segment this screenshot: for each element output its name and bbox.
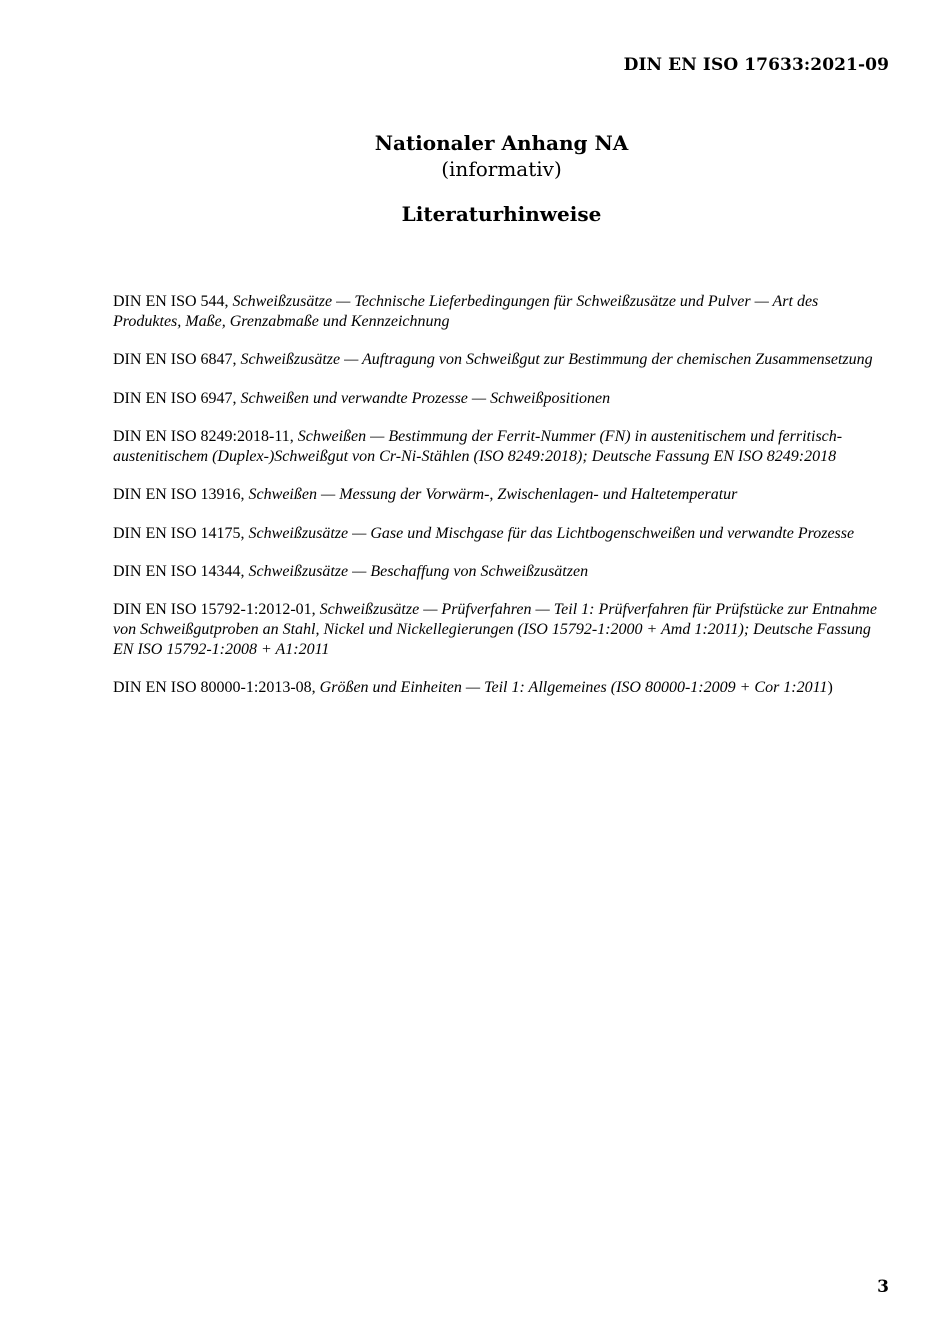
reference-list [113, 292, 878, 717]
annex-type: (informativ) [441, 157, 562, 181]
reference-number: DIN EN ISO 544, [113, 293, 233, 310]
reference-number: DIN EN ISO 14175, [113, 524, 249, 542]
document-id: DIN EN ISO 17633:2021-09 [623, 55, 889, 75]
reference-title: Schweißen — Bestimmung der Ferrit-Nummer (FN) in austenitischem und ferritisch-austenitischem (Duplex-)Schweißgut von Cr-Ni-Stählen (ISO 8249:2018); Deutsche Fassung EN ISO 8249:2018 [113, 427, 843, 465]
reference-item [113, 389, 878, 409]
reference-number: DIN EN ISO 13916, [113, 486, 249, 504]
reference-item [113, 292, 878, 332]
reference-title: Schweißzusätze — Auftragung von Schweißgut zur Bestimmung der chemischen Zusammensetzung [240, 351, 873, 369]
reference-item [113, 350, 878, 370]
reference-title: Schweißzusätze — Prüfverfahren — Teil 1: Prüfverfahren für Prüfstücke zur Entnahme von Schweißgutproben an Stahl, Nickel und Nickellegierungen (ISO 15792-1:2000 + Amd 1:2011); Deutsche Fassung EN ISO 15792-1:2008 + A1:2011 [113, 601, 877, 658]
reference-title: Schweißzusätze — Beschaffung von Schweißzusätzen [248, 562, 589, 580]
reference-item [113, 485, 878, 505]
reference-number: DIN EN ISO 6947, [113, 389, 241, 407]
section-title: Literaturhinweise [401, 202, 602, 226]
reference-item [113, 562, 878, 582]
reference-number: DIN EN ISO 8249:2018-11, [113, 427, 298, 445]
reference-title: Schweißzusätze — Gase und Mischgase für das Lichtbogenschweißen und verwandte Prozesse [248, 524, 855, 542]
reference-suffix: ) [827, 679, 833, 697]
reference-item [113, 524, 878, 544]
reference-title: Größen und Einheiten — Teil 1: Allgemeines (ISO 80000-1:2009 + Cor 1:2011 [319, 679, 828, 697]
reference-number: DIN EN ISO 6847, [113, 351, 241, 369]
annex-header [0, 130, 950, 227]
annex-title: Nationaler Anhang NA [374, 131, 629, 155]
reference-item [113, 427, 878, 467]
reference-title: Schweißen und verwandte Prozesse — Schweißpositionen [240, 389, 611, 407]
reference-number: DIN EN ISO 80000-1:2013-08, [113, 679, 320, 697]
reference-title: Schweißzusätze — Technische Lieferbedingungen für Schweißzusätze und Pulver — Art des Produktes, Maße, Grenzabmaße und Kennzeichnung [113, 293, 819, 330]
reference-title: Schweißen — Messung der Vorwärm-, Zwischenlagen- und Haltetemperatur [248, 486, 738, 504]
reference-item [113, 600, 878, 659]
reference-number: DIN EN ISO 15792-1:2012-01, [113, 601, 320, 619]
reference-item [113, 678, 878, 698]
page-number: 3 [877, 1277, 889, 1297]
reference-number: DIN EN ISO 14344, [113, 562, 249, 580]
